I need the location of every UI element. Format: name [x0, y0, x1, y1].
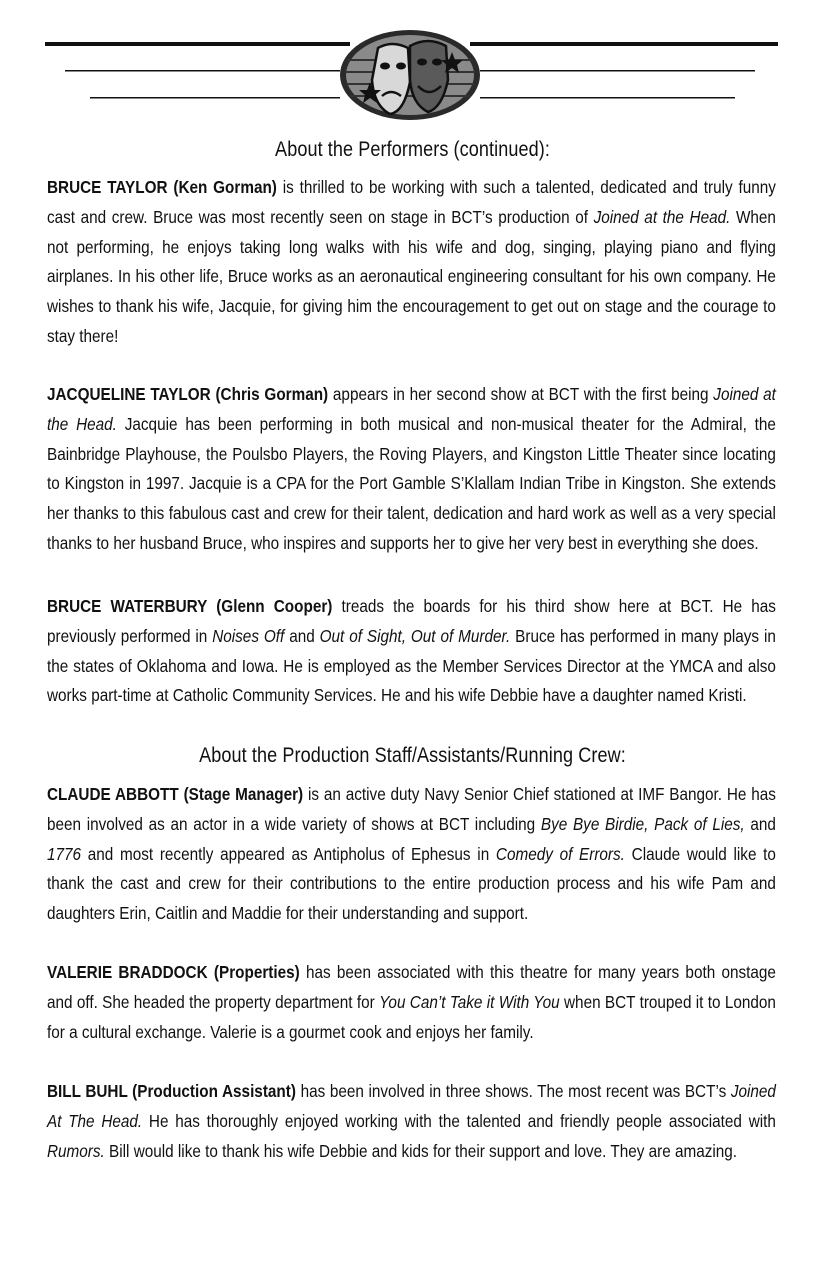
bio-show-title: 1776 [47, 843, 82, 864]
theater-masks-emblem-icon [340, 30, 480, 120]
bio-text: Bruce has performed in many plays in the states of Oklahoma and Iowa. He is employed as the Member Services Director at the YMCA and also works part-time at Catholic Community Services. He and his wife Debbie have a daughter named Kristi. [47, 625, 776, 706]
bio-valerie-braddock [47, 958, 776, 1047]
bio-text: Claude would like to thank the cast and crew for their contributions to the entire production process and his wife Pam and daughters Erin, Caitlin and Maddie for their understanding and support. [47, 843, 776, 924]
bio-jacqueline-taylor [47, 380, 776, 559]
bio-text: when BCT trouped it to London for a cultural exchange. Valerie is a gourmet cook and enjoys her family. [47, 991, 776, 1042]
bio-show-title: Noises Off [212, 625, 285, 646]
bio-show-title: Comedy of Errors. [495, 843, 625, 864]
bio-name: BRUCE WATERBURY (Glenn Cooper) [47, 596, 333, 616]
bio-name: BRUCE TAYLOR (Ken Gorman) [47, 177, 277, 197]
bio-name: JACQUELINE TAYLOR (Chris Gorman) [47, 384, 329, 404]
bio-bill-buhl [47, 1077, 776, 1166]
bio-text: When not performing, he enjoys taking long walks with his wife and dog, singing, playing piano and flying airplanes. In his other life, Bruce works as an aeronautical engineering consultant for his own company. He wishes to thank his wife, Jacquie, for giving him the encouragement to get out on stage and the courage to stay there! [47, 206, 776, 346]
bio-text: is thrilled to be working with such a talented, dedicated and truly funny cast and crew. Bruce was most recently seen on stage in BCT’s production of [47, 177, 776, 227]
bio-text: appears in her second show at BCT with the first being [328, 384, 714, 404]
bio-text: has been associated with this theatre for many years both onstage and off. She headed the property department for [47, 962, 776, 1012]
bio-show-title: Joined At The Head. [47, 1081, 776, 1131]
bio-text: treads the boards for his third show here at BCT. He has previously performed in [47, 596, 776, 646]
bio-show-title: Out of Sight, Out of Murder. [319, 625, 511, 646]
bio-name: CLAUDE ABBOTT (Stage Manager) [47, 784, 304, 804]
bio-text: Bill would like to thank his wife Debbie and kids for their support and love. They are amazing. [104, 1140, 738, 1161]
bio-text: and most recently appeared as Antipholus of Ephesus in [81, 843, 496, 864]
bio-text: is an active duty Navy Senior Chief stationed at IMF Bangor. He has been involved as an actor in a wide variety of shows at BCT including [47, 784, 776, 834]
bio-bruce-waterbury [47, 592, 776, 711]
bio-show-title: You Can’t Take it With You [379, 991, 560, 1012]
bio-show-title: Joined at the Head. [47, 384, 776, 434]
performers-section-heading: About the Performers (continued): [275, 138, 550, 161]
bio-show-title: Bye Bye Birdie, Pack of Lies, [540, 813, 745, 834]
bio-show-title: Rumors. [47, 1140, 105, 1161]
bio-text: and [744, 813, 776, 834]
bio-bruce-taylor [47, 173, 776, 352]
bio-text: He has thoroughly enjoyed working with the talented and friendly people associated with [142, 1110, 776, 1131]
bio-claude-abbott [47, 780, 776, 929]
staff-section-heading: About the Production Staff/Assistants/Running Crew: [199, 744, 626, 767]
bio-text: has been involved in three shows. The most recent was BCT’s [295, 1081, 731, 1101]
bio-name: VALERIE BRADDOCK (Properties) [47, 962, 300, 982]
bio-text: and [284, 625, 320, 646]
page-header-ornament [0, 0, 825, 130]
bio-text: Jacquie has been performing in both musical and non-musical theater for the Admiral, the Bainbridge Playhouse, the Poulsbo Players, the Roving Players, and Kingston Little Theater since locating to Kingston in 1997. Jacquie is a CPA for the Port Gamble S’Klallam Indian Tribe in Kingston. She extends her thanks to this fabulous cast and crew for their talent, dedication and hard work as well as a very special thanks to her husband Bruce, who inspires and supports her to give her very best in everything she does. [47, 413, 776, 553]
bio-show-title: Joined at the Head. [593, 206, 731, 227]
bio-name: BILL BUHL (Production Assistant) [47, 1081, 296, 1101]
